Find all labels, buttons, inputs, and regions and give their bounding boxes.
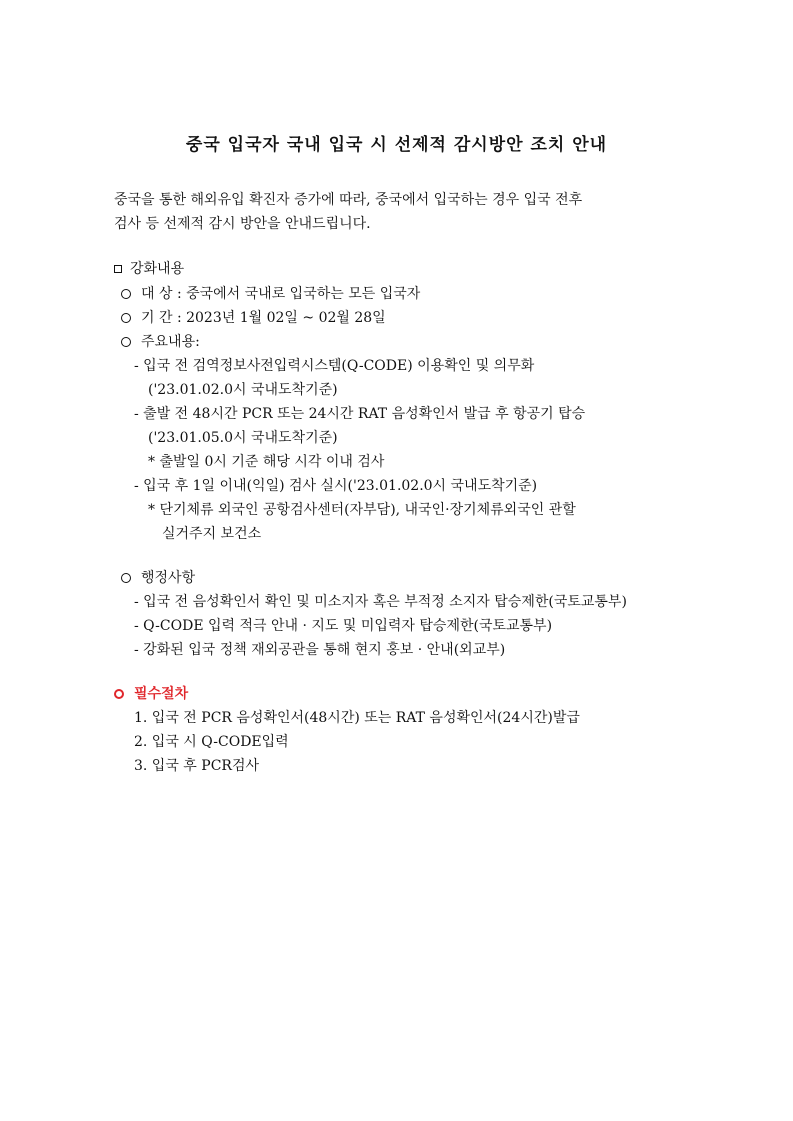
detail-line: - 입국 후 1일 이내(익일) 검사 실시('23.01.02.0시 국내도착기준) [134, 478, 538, 494]
document-title: 중국 입국자 국내 입국 시 선제적 감시방안 조치 안내 [185, 135, 608, 155]
step-line: 3. 입국 후 PCR검사 [134, 758, 260, 774]
section-heading-required [114, 682, 188, 706]
admin-line: - 강화된 입국 정책 재외공관을 통해 현지 홍보 · 안내(외교부) [134, 642, 506, 658]
note-line: * 단기체류 외국인 공항검사센터(자부담), 내국인·장기체류외국인 관할 [148, 502, 576, 518]
section-heading-reinforcement [114, 257, 184, 281]
section-heading-label: 강화내용 [130, 261, 185, 277]
section-heading-label: 필수절차 [134, 686, 189, 702]
target-item [121, 282, 420, 306]
note-line: * 출발일 0시 기준 해당 시각 이내 검사 [148, 454, 385, 470]
detail-line: - 출발 전 48시간 PCR 또는 24시간 RAT 음성확인서 발급 후 항공기 탑승 [134, 406, 586, 422]
detail-line: - 입국 전 검역정보사전입력시스템(Q-CODE) 이용확인 및 의무화 [134, 358, 535, 374]
circle-bullet-icon [121, 337, 131, 347]
section-heading-admin [121, 566, 195, 590]
circle-bullet-icon [121, 313, 131, 323]
period-item [121, 306, 386, 330]
target-text: 대 상 : 중국에서 국내로 입국하는 모든 입국자 [141, 286, 421, 302]
period-text: 기 간 : 2023년 1월 02일 ~ 02월 28일 [141, 310, 386, 326]
step-line: 1. 입국 전 PCR 음성확인서(48시간) 또는 RAT 음성확인서(24시간)발급 [134, 710, 580, 726]
circle-bullet-icon [121, 289, 131, 299]
square-bullet-icon [114, 265, 122, 273]
intro-line: 검사 등 선제적 감시 방안을 안내드립니다. [114, 216, 371, 232]
red-circle-bullet-icon [114, 689, 124, 699]
section-heading-label: 행정사항 [141, 570, 196, 586]
intro-line: 중국을 통한 해외유입 확진자 증가에 따라, 중국에서 입국하는 경우 입국 전후 [114, 192, 583, 208]
admin-line: - 입국 전 음성확인서 확인 및 미소지자 혹은 부적정 소지자 탑승제한(국토교통부) [134, 594, 627, 610]
detail-line: ('23.01.02.0시 국내도착기준) [148, 382, 338, 398]
detail-line: ('23.01.05.0시 국내도착기준) [148, 430, 338, 446]
intro-paragraph [114, 188, 674, 236]
note-line: 실거주지 보건소 [162, 526, 262, 542]
step-line: 2. 입국 시 Q-CODE입력 [134, 734, 289, 750]
contents-item [121, 330, 200, 354]
admin-line: - Q-CODE 입력 적극 안내 · 지도 및 미입력자 탑승제한(국토교통부) [134, 618, 553, 634]
contents-label: 주요내용: [141, 334, 200, 350]
circle-bullet-icon [121, 573, 131, 583]
